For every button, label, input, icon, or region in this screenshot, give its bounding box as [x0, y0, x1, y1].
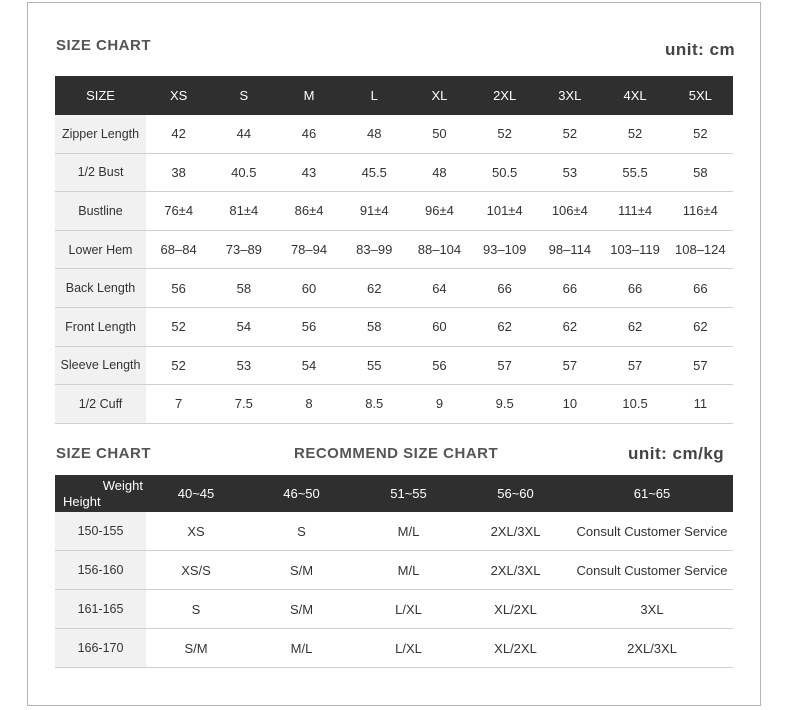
size-header-cell: XS — [146, 76, 211, 115]
table-cell: XL/2XL — [460, 629, 571, 668]
weight-height-corner — [55, 475, 146, 512]
table-cell: 101±4 — [472, 192, 537, 231]
table-cell: 10.5 — [602, 385, 667, 424]
corner-height-label: Height — [63, 494, 101, 509]
row-header: 161-165 — [55, 590, 146, 629]
table-cell: 43 — [276, 153, 341, 192]
table-cell: 56 — [276, 307, 341, 346]
table-cell: 58 — [342, 307, 407, 346]
table-cell: 52 — [668, 115, 733, 153]
table-cell: 10 — [537, 385, 602, 424]
table-cell: 62 — [537, 307, 602, 346]
table-cell: 48 — [407, 153, 472, 192]
row-header: Zipper Length — [55, 115, 146, 153]
weight-header-cell: 51~55 — [357, 475, 460, 512]
table-cell: 66 — [668, 269, 733, 308]
table-cell: S — [246, 512, 357, 551]
table-cell: 60 — [276, 269, 341, 308]
table-cell: 86±4 — [276, 192, 341, 231]
table-row — [55, 269, 733, 308]
row-header: 1/2 Bust — [55, 153, 146, 192]
table-cell: 3XL — [571, 590, 733, 629]
table-cell: 8 — [276, 385, 341, 424]
table-cell: 66 — [602, 269, 667, 308]
table-cell: XS/S — [146, 551, 246, 590]
table-cell: 55.5 — [602, 153, 667, 192]
table-row — [55, 551, 733, 590]
table-cell: Consult Customer Service — [571, 512, 733, 551]
table-cell: S/M — [246, 590, 357, 629]
table-cell: 52 — [146, 346, 211, 385]
table-cell: 52 — [472, 115, 537, 153]
size-chart-title-2: SIZE CHART — [56, 445, 151, 462]
table-cell: 40.5 — [211, 153, 276, 192]
table-cell: 57 — [537, 346, 602, 385]
table-cell: 54 — [211, 307, 276, 346]
row-header: Back Length — [55, 269, 146, 308]
table-cell: 52 — [537, 115, 602, 153]
table-cell: Consult Customer Service — [571, 551, 733, 590]
table-cell: L/XL — [357, 629, 460, 668]
table-cell: 9 — [407, 385, 472, 424]
table-cell: 57 — [602, 346, 667, 385]
table-cell: M/L — [246, 629, 357, 668]
row-header: 1/2 Cuff — [55, 385, 146, 424]
recommend-size-table — [55, 475, 733, 668]
table-cell: XL/2XL — [460, 590, 571, 629]
table-row — [55, 230, 733, 269]
table-cell: S/M — [246, 551, 357, 590]
table-cell: 57 — [668, 346, 733, 385]
recommend-size-chart-title: RECOMMEND SIZE CHART — [294, 445, 499, 462]
table-row — [55, 192, 733, 231]
table-row — [55, 629, 733, 668]
weight-header-cell: 56~60 — [460, 475, 571, 512]
table-cell: M/L — [357, 512, 460, 551]
table-cell: 106±4 — [537, 192, 602, 231]
table-cell: 45.5 — [342, 153, 407, 192]
table-cell: 62 — [472, 307, 537, 346]
table-cell: 66 — [537, 269, 602, 308]
table-cell: 53 — [537, 153, 602, 192]
weight-header-cell: 61~65 — [571, 475, 733, 512]
table-cell: 76±4 — [146, 192, 211, 231]
size-chart-title: SIZE CHART — [56, 37, 151, 54]
corner-weight-label: Weight — [102, 478, 143, 493]
table-cell: 2XL/3XL — [460, 512, 571, 551]
table-cell: 66 — [472, 269, 537, 308]
table-cell: 52 — [602, 115, 667, 153]
table-cell: 46 — [276, 115, 341, 153]
table-cell: 68–84 — [146, 230, 211, 269]
table-cell: 62 — [342, 269, 407, 308]
table-cell: 56 — [407, 346, 472, 385]
table-cell: 108–124 — [668, 230, 733, 269]
table-cell: 2XL/3XL — [571, 629, 733, 668]
table-cell: 88–104 — [407, 230, 472, 269]
table-cell: 78–94 — [276, 230, 341, 269]
table-row — [55, 307, 733, 346]
size-header-cell: XL — [407, 76, 472, 115]
recommend-chart-unit: unit: cm/kg — [628, 444, 725, 463]
table-cell: XS — [146, 512, 246, 551]
table-cell: 116±4 — [668, 192, 733, 231]
table-cell: 54 — [276, 346, 341, 385]
table-cell: 64 — [407, 269, 472, 308]
size-header-row — [55, 76, 733, 115]
size-header-cell: 4XL — [602, 76, 667, 115]
row-header: 156-160 — [55, 551, 146, 590]
table-cell: S — [146, 590, 246, 629]
table-row — [55, 590, 733, 629]
row-header: 166-170 — [55, 629, 146, 668]
table-cell: 7.5 — [211, 385, 276, 424]
row-header: Bustline — [55, 192, 146, 231]
table-cell: 11 — [668, 385, 733, 424]
table-cell: 38 — [146, 153, 211, 192]
table-cell: S/M — [146, 629, 246, 668]
table-cell: 50.5 — [472, 153, 537, 192]
size-header-cell: L — [342, 76, 407, 115]
table-cell: 42 — [146, 115, 211, 153]
table-cell: 52 — [146, 307, 211, 346]
table-cell: 60 — [407, 307, 472, 346]
table-cell: 73–89 — [211, 230, 276, 269]
table-row — [55, 346, 733, 385]
table-cell: 48 — [342, 115, 407, 153]
table-cell: M/L — [357, 551, 460, 590]
size-chart-table — [55, 76, 733, 424]
table-cell: 50 — [407, 115, 472, 153]
size-header-cell: 5XL — [668, 76, 733, 115]
table-row — [55, 512, 733, 551]
weight-header-cell: 40~45 — [146, 475, 246, 512]
table-cell: 93–109 — [472, 230, 537, 269]
size-header-cell: 2XL — [472, 76, 537, 115]
table-cell: 9.5 — [472, 385, 537, 424]
table-cell: 58 — [211, 269, 276, 308]
table-cell: 98–114 — [537, 230, 602, 269]
table-cell: 58 — [668, 153, 733, 192]
row-header: Sleeve Length — [55, 346, 146, 385]
size-corner-header: SIZE — [55, 76, 146, 115]
size-header-cell: 3XL — [537, 76, 602, 115]
table-row — [55, 115, 733, 153]
table-cell: 62 — [668, 307, 733, 346]
table-cell: 103–119 — [602, 230, 667, 269]
table-cell: 83–99 — [342, 230, 407, 269]
table-cell: 56 — [146, 269, 211, 308]
size-header-cell: S — [211, 76, 276, 115]
table-row — [55, 385, 733, 424]
row-header: Lower Hem — [55, 230, 146, 269]
weight-header-cell: 46~50 — [246, 475, 357, 512]
table-cell: 81±4 — [211, 192, 276, 231]
table-cell: 8.5 — [342, 385, 407, 424]
table-cell: 57 — [472, 346, 537, 385]
table-row — [55, 153, 733, 192]
table-cell: 2XL/3XL — [460, 551, 571, 590]
table-cell: 96±4 — [407, 192, 472, 231]
table-cell: L/XL — [357, 590, 460, 629]
table-cell: 7 — [146, 385, 211, 424]
row-header: 150-155 — [55, 512, 146, 551]
size-chart-unit: unit: cm — [665, 40, 736, 59]
table-cell: 55 — [342, 346, 407, 385]
table-cell: 91±4 — [342, 192, 407, 231]
table-cell: 44 — [211, 115, 276, 153]
row-header: Front Length — [55, 307, 146, 346]
size-header-cell: M — [276, 76, 341, 115]
table-cell: 62 — [602, 307, 667, 346]
table-cell: 111±4 — [602, 192, 667, 231]
weight-header-row — [55, 475, 733, 512]
table-cell: 53 — [211, 346, 276, 385]
